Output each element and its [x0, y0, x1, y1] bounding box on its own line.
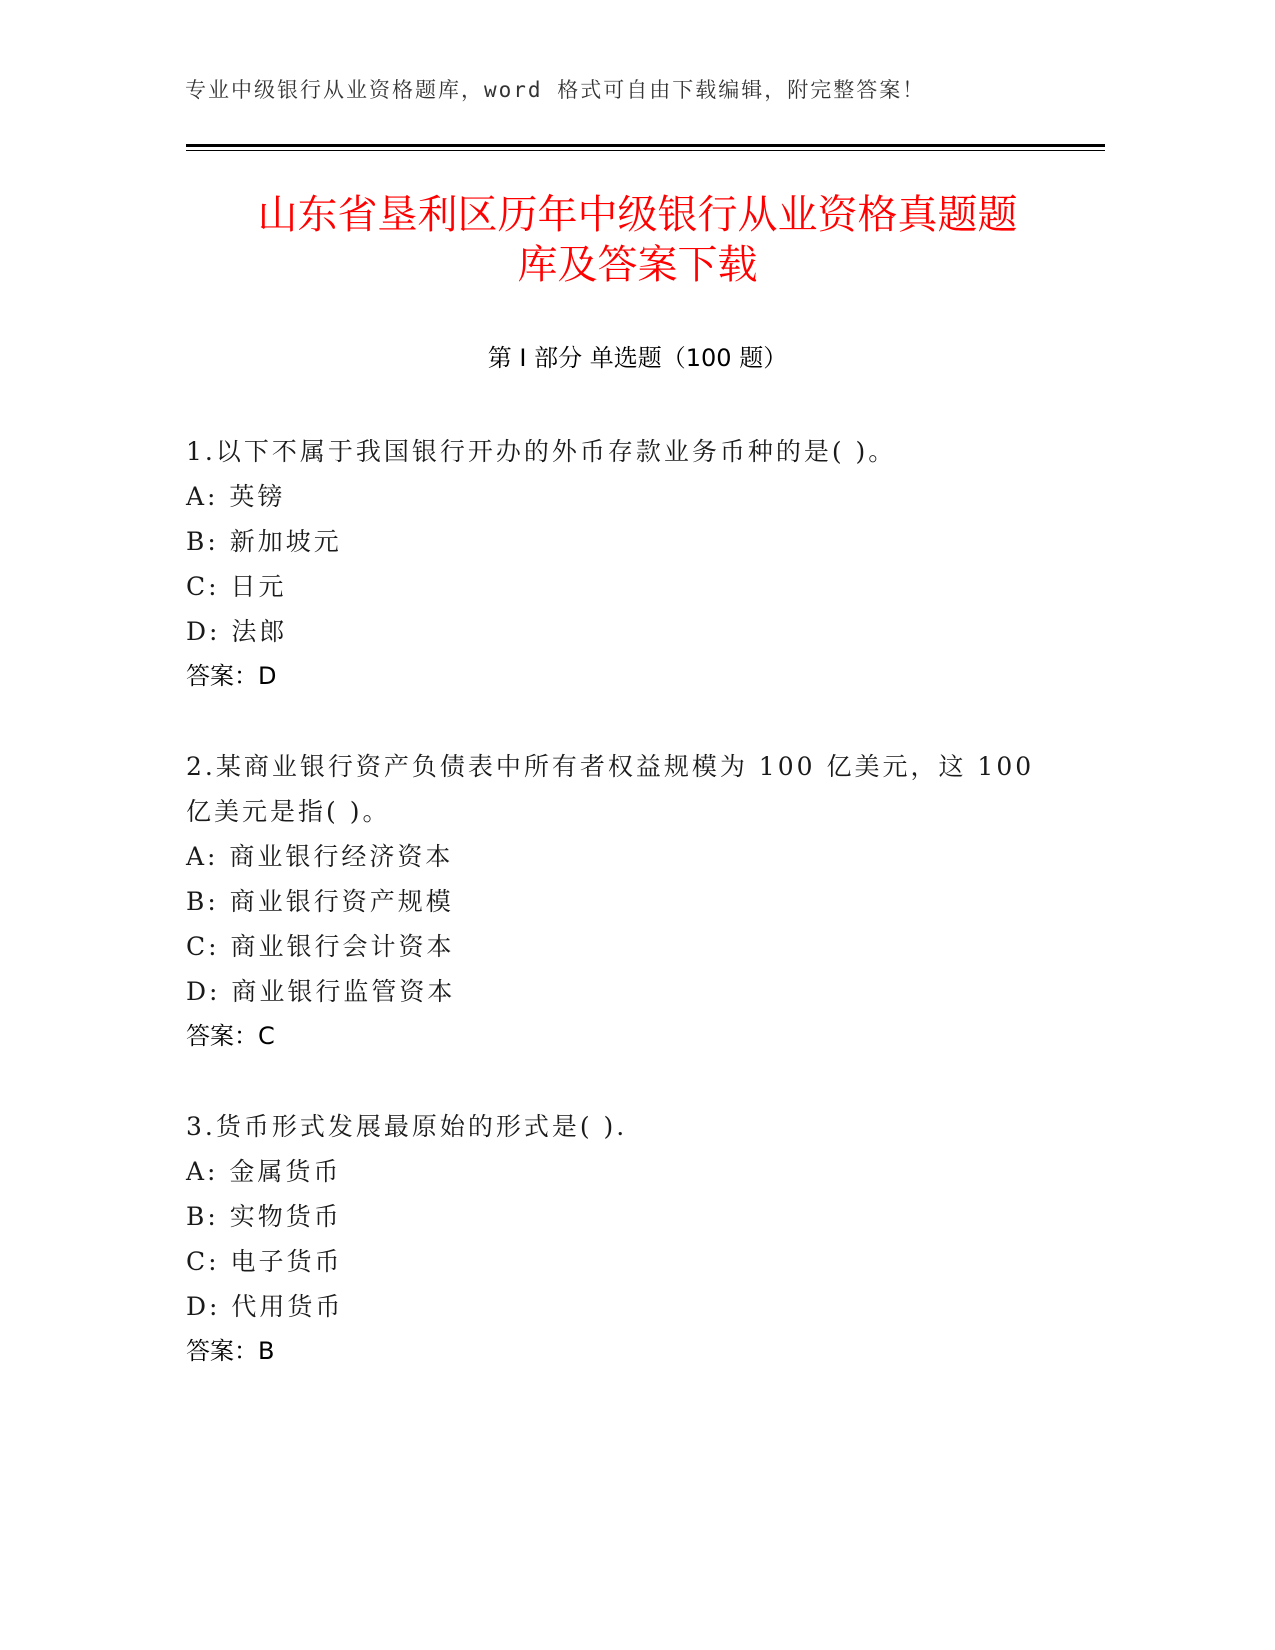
answer: 答案：D	[186, 662, 277, 690]
section-title: 第 I 部分 单选题（100 题）	[487, 344, 788, 372]
question-stem: 1.以下不属于我国银行开办的外币存款业务币种的是( )。	[186, 437, 897, 466]
option-b: B: 新加坡元	[186, 527, 342, 556]
answer: 答案：C	[186, 1022, 275, 1050]
document-title-line-2: 库及答案下载	[517, 242, 758, 288]
document-title	[150, 190, 1125, 290]
question-3	[186, 1104, 1066, 1374]
option-a: A: 金属货币	[186, 1157, 342, 1186]
question-list	[186, 429, 1066, 1419]
question-stem: 3.货币形式发展最原始的形式是( ).	[186, 1112, 628, 1141]
document-title-line-1: 山东省垦利区历年中级银行从业资格真题题	[257, 192, 1018, 238]
question-1	[186, 429, 1066, 699]
option-a: A: 英镑	[186, 482, 286, 511]
option-d: D: 法郎	[186, 617, 288, 646]
page-header: 专业中级银行从业资格题库，word 格式可自由下载编辑，附完整答案！	[185, 78, 926, 102]
question-stem: 2.某商业银行资产负债表中所有者权益规模为 100 亿美元，这 100 亿美元是指( )。	[186, 752, 1035, 826]
option-c: C: 日元	[186, 572, 287, 601]
answer: 答案：B	[186, 1337, 275, 1365]
option-d: D: 代用货币	[186, 1292, 344, 1321]
option-c: C: 电子货币	[186, 1247, 343, 1276]
question-2	[186, 744, 1066, 1059]
option-c: C: 商业银行会计资本	[186, 932, 455, 961]
header-divider	[186, 144, 1105, 147]
option-d: D: 商业银行监管资本	[186, 977, 456, 1006]
option-a: A: 商业银行经济资本	[186, 842, 454, 871]
option-b: B: 商业银行资产规模	[186, 887, 454, 916]
option-b: B: 实物货币	[186, 1202, 342, 1231]
